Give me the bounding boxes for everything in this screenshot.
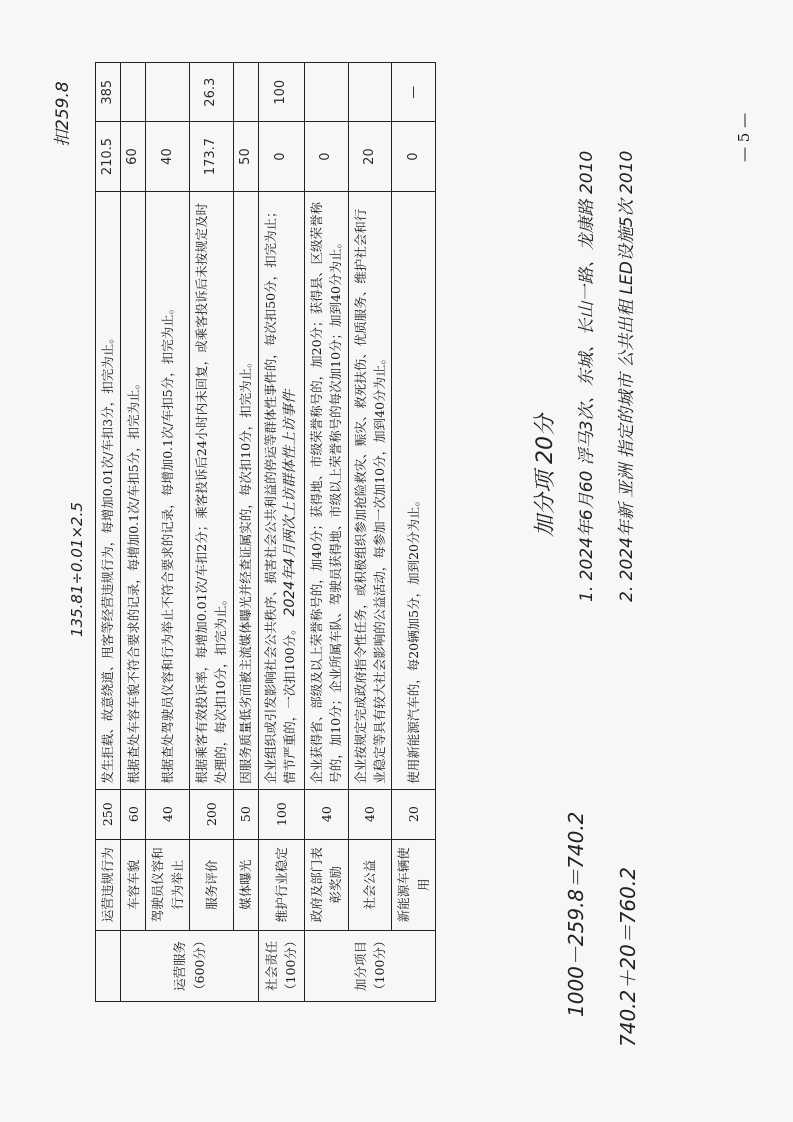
rule-cell: 企业获得省、部级及以上荣誉称号的，加40分；获得地、市级荣誉称号的，加20分；获得县、区级荣誉称号的，加10分；企业所属车队、驾驶员获得地、市级以上荣誉称号的每次加10分；加到40分为止。	[304, 191, 348, 789]
points-cell: 200	[190, 789, 234, 839]
item-cell: 维护行业稳定	[258, 839, 304, 930]
item-cell: 服务评价	[190, 839, 234, 930]
score-cell: 210.5	[96, 122, 121, 191]
extra-cell	[304, 63, 348, 122]
table-row	[392, 63, 436, 1002]
handwritten-bonus-note-1: 1. 2024年6月60 浮马3次、东城、长山一路、龙康路 2010	[577, 150, 597, 602]
score-cell: 173.7	[190, 122, 234, 191]
score-table	[95, 62, 436, 1002]
extra-cell: 100	[258, 63, 304, 122]
table-row	[348, 63, 392, 1002]
handwritten-bonus-note-2: 2. 2024年新 亚洲 指定的城市 公共出租 LED设施5次 2010	[617, 150, 637, 602]
handwritten-calc-1: 1000－259.8＝740.2	[564, 811, 588, 1017]
points-cell: 50	[233, 789, 258, 839]
page-number: — 5 —	[735, 112, 753, 162]
extra-cell	[146, 63, 190, 122]
extra-cell: 26.3	[190, 63, 234, 122]
rule-cell: 使用新能源汽车的，每20辆加5分，加到20分为止。	[392, 191, 436, 789]
score-cell: 0	[258, 122, 304, 191]
rule-cell	[258, 191, 304, 789]
table-row	[258, 63, 304, 1002]
item-cell: 政府及部门表彰奖励	[304, 839, 348, 930]
extra-cell	[121, 63, 146, 122]
rule-cell: 企业按规定完成政府指令性任务，或积极组织参加抢险救灾、赈灾、救死扶伤、优质服务、维护社会和行业稳定等具有较大社会影响的公益活动，每参加一次加10分，加到40分为止。	[348, 191, 392, 789]
item-cell: 社会公益	[348, 839, 392, 930]
category-cell	[96, 930, 121, 1001]
category-cell: 加分项目（100分）	[304, 930, 435, 1001]
rule-cell: 根据查处驾驶员仪容和行为举止不符合要求的记录，每增加0.1次/车扣5分，扣完为止。	[146, 191, 190, 789]
item-cell: 驾驶员仪容和行为举止	[146, 839, 190, 930]
category-cell: 运营服务（600分）	[121, 930, 259, 1001]
category-cell: 社会责任（100分）	[258, 930, 304, 1001]
item-cell: 车容车貌	[121, 839, 146, 930]
rule-cell: 根据查处车容车貌不符合要求的记录，每增加0.1次/车扣5分，扣完为止。	[121, 191, 146, 789]
handwritten-calc-2: 740.2＋20＝760.2	[616, 867, 640, 1047]
table-row	[304, 63, 348, 1002]
score-cell: 40	[146, 122, 190, 191]
table-row	[121, 63, 146, 1002]
score-cell: 20	[348, 122, 392, 191]
points-cell: 250	[96, 789, 121, 839]
rule-cell: 因服务质量低劣而被主流媒体曝光并经查证属实的，每次扣10分，扣完为止。	[233, 191, 258, 789]
handwritten-bonus-title: 加分项 20分	[533, 414, 558, 537]
score-cell: 0	[392, 122, 436, 191]
points-cell: 20	[392, 789, 436, 839]
rule-cell: 发生拒载、故意绕道、甩客等经营违规行为，每增加0.01次/车扣3分，扣完为止。	[96, 191, 121, 789]
points-cell: 40	[348, 789, 392, 839]
table-row	[233, 63, 258, 1002]
extra-cell	[348, 63, 392, 122]
score-cell: 0	[304, 122, 348, 191]
table-row	[96, 63, 121, 1002]
item-cell: 运营违规行为	[96, 839, 121, 930]
rule-text: 企业组织或引发影响社会公共秩序、损害社会公共利益的停运等群体性事件的，每次扣50分，扣完为止；情节严重的，一次扣100分。	[262, 205, 298, 784]
score-cell: 60	[121, 122, 146, 191]
extra-cell	[233, 63, 258, 122]
points-cell: 100	[258, 789, 304, 839]
item-cell: 新能源车辆使用	[392, 839, 436, 930]
points-cell: 60	[121, 789, 146, 839]
handwritten-note: 2024年4月两次上访群体性上访事件	[282, 389, 299, 617]
points-cell: 40	[146, 789, 190, 839]
table-row	[190, 63, 234, 1002]
points-cell: 40	[304, 789, 348, 839]
handwritten-top-calc: 135.81÷0.01×2.5	[68, 502, 86, 637]
rule-cell: 根据乘客有效投诉率，每增加0.01次/车扣2分；乘客投诉后24小时内未回复，或乘客投诉后未按规定及时处理的，每次扣10分，扣完为止。	[190, 191, 234, 789]
item-cell: 媒体曝光	[233, 839, 258, 930]
extra-cell: 385	[96, 63, 121, 122]
table-row	[146, 63, 190, 1002]
score-cell: 50	[233, 122, 258, 191]
extra-cell: —	[392, 63, 436, 122]
handwritten-total-deduction: 扣259.8	[53, 81, 73, 147]
